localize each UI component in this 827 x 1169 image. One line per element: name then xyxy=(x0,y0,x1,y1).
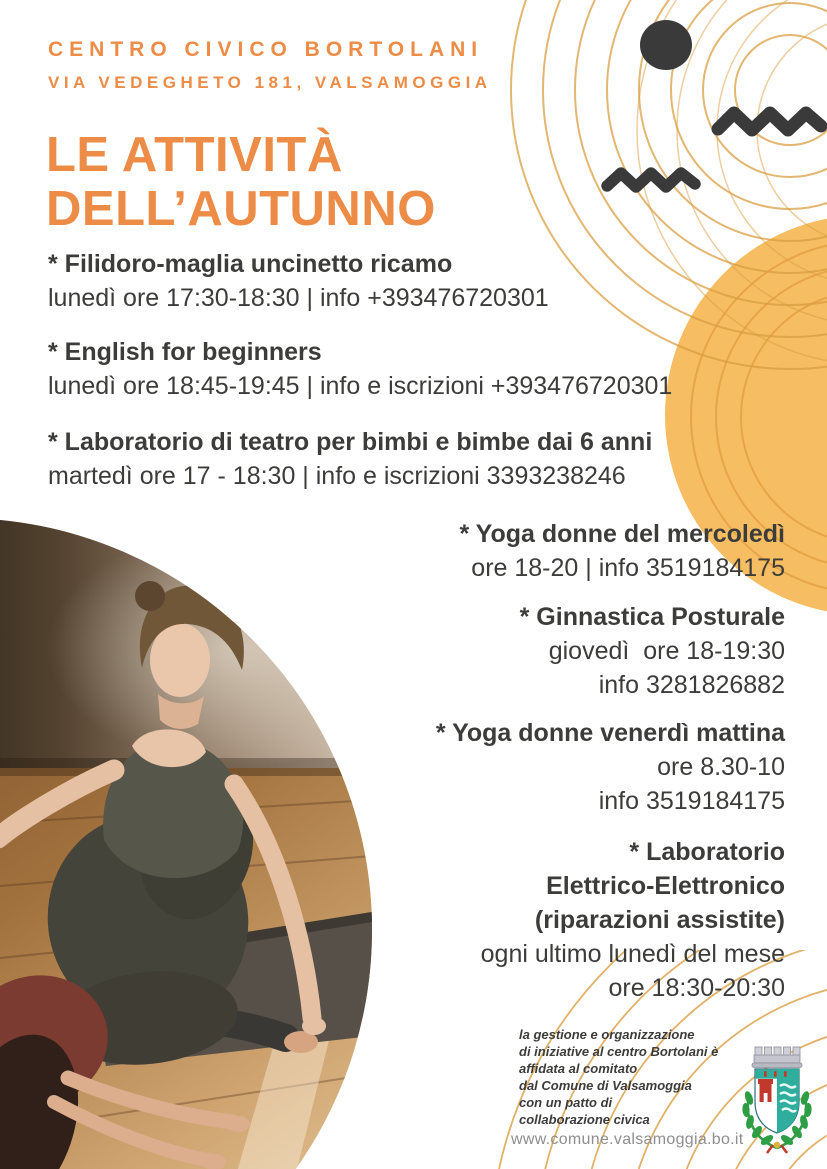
mural-crown-icon xyxy=(752,1047,802,1068)
activity-ginnastica xyxy=(520,600,785,702)
sun-dot-icon xyxy=(640,20,692,70)
zigzag-wave-icon xyxy=(600,163,704,194)
activity-info: ore 8.30-10 xyxy=(657,753,785,781)
website-url: www.comune.valsamoggia.bo.it xyxy=(511,1131,744,1148)
activity-teatro xyxy=(48,425,652,493)
address-line: VIA VEDEGHETO 181, VALSAMOGGIA xyxy=(48,73,492,92)
activity-title: * Laboratorio xyxy=(629,838,785,866)
note-line: con un patto di xyxy=(519,1095,613,1110)
note-line: la gestione e organizzazione xyxy=(519,1027,695,1042)
activity-info: lunedì ore 17:30-18:30 | info +393476720301 xyxy=(48,284,549,312)
activity-title: * Yoga donne del mercoledì xyxy=(459,520,785,548)
page-title xyxy=(46,128,436,236)
activity-filidoro xyxy=(48,247,549,315)
activity-yoga-venerdi xyxy=(436,716,785,818)
activity-title: * Ginnastica Posturale xyxy=(519,603,785,631)
activity-info: giovedì ore 18-19:30 xyxy=(548,637,785,665)
shield-icon xyxy=(755,1069,799,1133)
activity-info: ore 18-20 | info 3519184175 xyxy=(471,554,785,582)
note-line: collaborazione civica xyxy=(519,1112,650,1127)
activity-info: lunedì ore 18:45-19:45 | info e iscrizioni +393476720301 xyxy=(48,372,673,400)
activity-info: info 3281826882 xyxy=(598,671,785,699)
activity-info: info 3519184175 xyxy=(598,787,785,815)
activity-title: * Filidoro-maglia uncinetto ricamo xyxy=(48,250,453,278)
note-line: di iniziative al centro Bortolani è xyxy=(519,1044,719,1059)
page-title-line1: LE ATTIVITÀ xyxy=(46,128,343,182)
tower-icon xyxy=(758,1079,773,1102)
activity-info: ogni ultimo lunedì del mese xyxy=(480,940,785,968)
page-title-line2: DELL’AUTUNNO xyxy=(46,182,436,236)
management-note xyxy=(519,1026,718,1128)
activity-info: ore 18:30-20:30 xyxy=(608,974,785,1002)
activity-title: Elettrico-Elettronico xyxy=(546,872,785,900)
activity-title: * Yoga donne venerdì mattina xyxy=(435,719,785,747)
yoga-photo-illustration xyxy=(0,518,372,1169)
note-line: dal Comune di Valsamoggia xyxy=(519,1078,692,1093)
yoga-photo xyxy=(0,518,372,1169)
activity-laboratorio-elettrico xyxy=(481,835,785,1005)
activity-english xyxy=(48,335,672,403)
activity-title: * Laboratorio di teatro per bimbi e bimbe dai 6 anni xyxy=(48,428,653,456)
activity-title: (riparazioni assistite) xyxy=(534,906,785,934)
activity-info: martedì ore 17 - 18:30 | info e iscrizioni 3393238246 xyxy=(48,462,626,490)
note-line: affidata al comitato xyxy=(519,1061,638,1076)
zigzag-wave-icon xyxy=(710,101,827,137)
activity-title: * English for beginners xyxy=(48,338,322,366)
organization-name: CENTRO CIVICO BORTOLANI xyxy=(48,38,484,61)
activity-yoga-mercoledi xyxy=(459,517,785,585)
